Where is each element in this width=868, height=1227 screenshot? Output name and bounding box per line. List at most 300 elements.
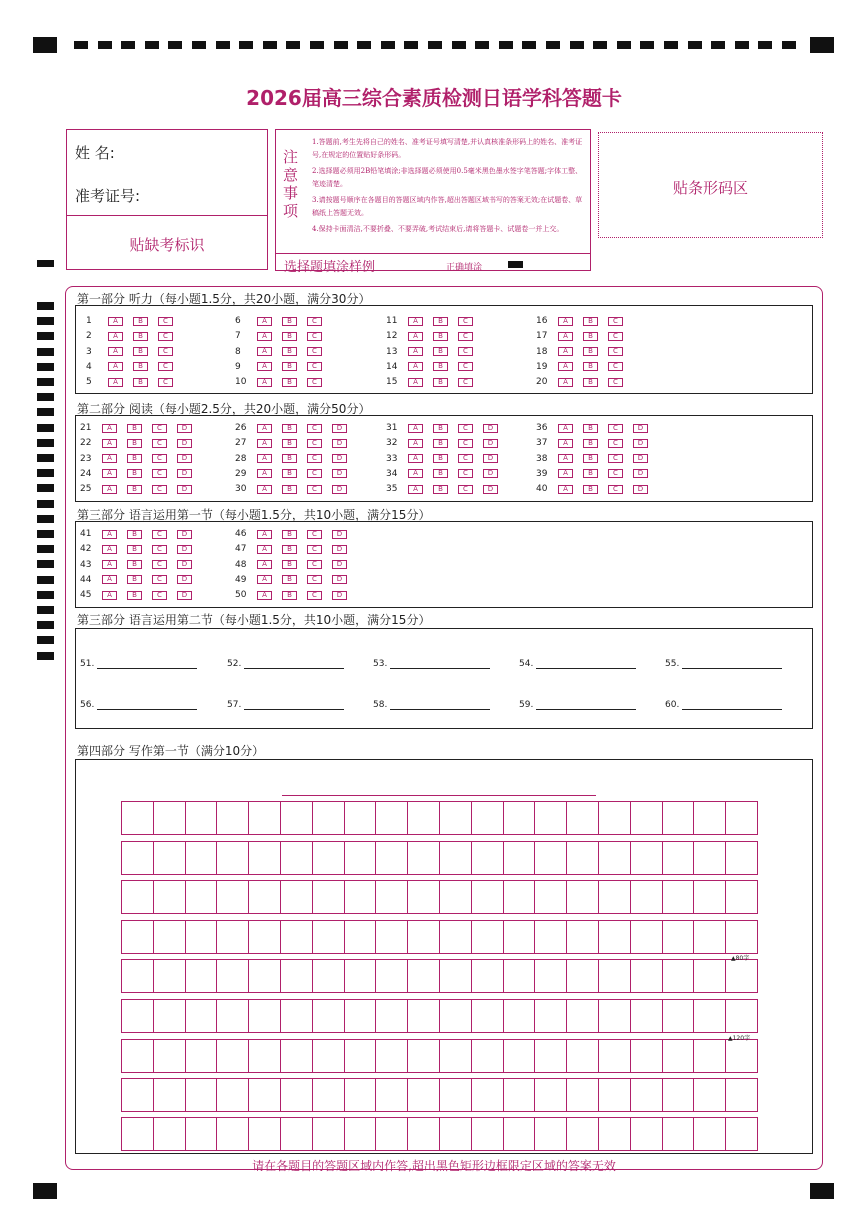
grid-cell[interactable] (567, 1079, 599, 1111)
option-bubble-c[interactable]: C (152, 575, 167, 584)
option-bubble-c[interactable]: C (152, 560, 167, 569)
option-bubble-c[interactable]: C (608, 347, 623, 356)
grid-cell[interactable] (663, 842, 695, 874)
grid-cell[interactable] (313, 1040, 345, 1072)
option-bubble-c[interactable]: C (158, 362, 173, 371)
option-bubble-c[interactable]: C (608, 362, 623, 371)
grid-cell[interactable] (472, 921, 504, 953)
grid-cell[interactable] (472, 881, 504, 913)
grid-cell[interactable] (122, 842, 154, 874)
option-bubble-a[interactable]: A (257, 454, 272, 463)
option-bubble-d[interactable]: D (177, 560, 192, 569)
option-bubble-b[interactable]: B (433, 454, 448, 463)
grid-cell[interactable] (217, 921, 249, 953)
option-bubble-c[interactable]: C (458, 362, 473, 371)
option-bubble-d[interactable]: D (177, 545, 192, 554)
option-bubble-b[interactable]: B (127, 439, 142, 448)
option-bubble-b[interactable]: B (133, 332, 148, 341)
grid-cell[interactable] (313, 1000, 345, 1032)
grid-cell[interactable] (376, 1040, 408, 1072)
grid-cell[interactable] (504, 802, 536, 834)
grid-cell[interactable] (345, 1040, 377, 1072)
option-bubble-a[interactable]: A (102, 454, 117, 463)
grid-cell[interactable] (440, 921, 472, 953)
grid-cell[interactable] (408, 1118, 440, 1150)
option-bubble-b[interactable]: B (282, 530, 297, 539)
grid-cell[interactable] (535, 1040, 567, 1072)
grid-cell[interactable] (154, 1040, 186, 1072)
option-bubble-b[interactable]: B (282, 545, 297, 554)
grid-cell[interactable] (376, 802, 408, 834)
answer-line[interactable] (390, 660, 490, 669)
option-bubble-c[interactable]: C (307, 545, 322, 554)
option-bubble-d[interactable]: D (177, 485, 192, 494)
grid-cell[interactable] (567, 802, 599, 834)
grid-cell[interactable] (567, 1040, 599, 1072)
grid-cell[interactable] (249, 1118, 281, 1150)
grid-cell[interactable] (694, 881, 726, 913)
grid-cell[interactable] (186, 1040, 218, 1072)
option-bubble-c[interactable]: C (458, 332, 473, 341)
option-bubble-a[interactable]: A (257, 347, 272, 356)
grid-cell[interactable] (694, 1118, 726, 1150)
option-bubble-b[interactable]: B (282, 317, 297, 326)
grid-cell[interactable] (408, 881, 440, 913)
grid-cell[interactable] (663, 1079, 695, 1111)
option-bubble-a[interactable]: A (558, 332, 573, 341)
option-bubble-b[interactable]: B (583, 485, 598, 494)
option-bubble-c[interactable]: C (608, 378, 623, 387)
grid-cell[interactable] (122, 1079, 154, 1111)
option-bubble-a[interactable]: A (408, 424, 423, 433)
option-bubble-c[interactable]: C (307, 530, 322, 539)
option-bubble-c[interactable]: C (458, 378, 473, 387)
grid-cell[interactable] (249, 921, 281, 953)
option-bubble-a[interactable]: A (257, 378, 272, 387)
grid-cell[interactable] (249, 1040, 281, 1072)
grid-cell[interactable] (408, 1040, 440, 1072)
grid-cell[interactable] (504, 842, 536, 874)
option-bubble-d[interactable]: D (177, 575, 192, 584)
option-bubble-a[interactable]: A (257, 332, 272, 341)
option-bubble-c[interactable]: C (152, 485, 167, 494)
grid-cell[interactable] (186, 881, 218, 913)
grid-cell[interactable] (631, 1040, 663, 1072)
grid-cell[interactable] (281, 1040, 313, 1072)
option-bubble-d[interactable]: D (332, 575, 347, 584)
option-bubble-a[interactable]: A (102, 424, 117, 433)
option-bubble-c[interactable]: C (152, 545, 167, 554)
grid-cell[interactable] (504, 1040, 536, 1072)
option-bubble-d[interactable]: D (332, 591, 347, 600)
option-bubble-b[interactable]: B (433, 485, 448, 494)
option-bubble-b[interactable]: B (583, 347, 598, 356)
answer-line[interactable] (244, 660, 344, 669)
grid-cell[interactable] (281, 1000, 313, 1032)
option-bubble-b[interactable]: B (282, 347, 297, 356)
grid-cell[interactable] (313, 921, 345, 953)
option-bubble-a[interactable]: A (408, 362, 423, 371)
option-bubble-c[interactable]: C (458, 485, 473, 494)
option-bubble-a[interactable]: A (257, 424, 272, 433)
option-bubble-c[interactable]: C (608, 332, 623, 341)
option-bubble-d[interactable]: D (332, 454, 347, 463)
grid-cell[interactable] (472, 1040, 504, 1072)
grid-cell[interactable] (186, 842, 218, 874)
option-bubble-a[interactable]: A (102, 591, 117, 600)
grid-cell[interactable] (217, 881, 249, 913)
option-bubble-d[interactable]: D (633, 469, 648, 478)
answer-line[interactable] (536, 701, 636, 710)
grid-cell[interactable] (313, 802, 345, 834)
grid-cell[interactable] (504, 881, 536, 913)
option-bubble-a[interactable]: A (102, 439, 117, 448)
option-bubble-c[interactable]: C (307, 424, 322, 433)
option-bubble-b[interactable]: B (433, 378, 448, 387)
option-bubble-d[interactable]: D (332, 560, 347, 569)
option-bubble-a[interactable]: A (408, 469, 423, 478)
option-bubble-b[interactable]: B (282, 454, 297, 463)
option-bubble-d[interactable]: D (177, 591, 192, 600)
grid-cell[interactable] (567, 881, 599, 913)
grid-cell[interactable] (408, 1000, 440, 1032)
option-bubble-a[interactable]: A (408, 485, 423, 494)
option-bubble-a[interactable]: A (108, 347, 123, 356)
option-bubble-a[interactable]: A (108, 317, 123, 326)
option-bubble-a[interactable]: A (102, 560, 117, 569)
option-bubble-c[interactable]: C (158, 378, 173, 387)
grid-cell[interactable] (408, 842, 440, 874)
grid-cell[interactable] (535, 921, 567, 953)
option-bubble-b[interactable]: B (433, 439, 448, 448)
option-bubble-b[interactable]: B (433, 347, 448, 356)
grid-cell[interactable] (122, 921, 154, 953)
grid-cell[interactable] (472, 1079, 504, 1111)
grid-cell[interactable] (599, 1040, 631, 1072)
grid-cell[interactable] (122, 960, 154, 992)
grid-cell[interactable] (154, 921, 186, 953)
grid-cell[interactable] (376, 921, 408, 953)
option-bubble-d[interactable]: D (332, 545, 347, 554)
grid-cell[interactable] (631, 1118, 663, 1150)
grid-cell[interactable] (154, 842, 186, 874)
grid-cell[interactable] (599, 1079, 631, 1111)
grid-cell[interactable] (217, 842, 249, 874)
grid-cell[interactable] (631, 881, 663, 913)
grid-cell[interactable] (249, 842, 281, 874)
option-bubble-c[interactable]: C (307, 378, 322, 387)
grid-cell[interactable] (313, 881, 345, 913)
option-bubble-c[interactable]: C (152, 591, 167, 600)
option-bubble-b[interactable]: B (127, 454, 142, 463)
option-bubble-c[interactable]: C (152, 424, 167, 433)
grid-cell[interactable] (631, 1000, 663, 1032)
grid-cell[interactable] (663, 1118, 695, 1150)
grid-cell[interactable] (663, 802, 695, 834)
grid-cell[interactable] (345, 960, 377, 992)
option-bubble-b[interactable]: B (433, 362, 448, 371)
grid-cell[interactable] (631, 842, 663, 874)
option-bubble-a[interactable]: A (257, 485, 272, 494)
option-bubble-a[interactable]: A (257, 575, 272, 584)
grid-cell[interactable] (281, 921, 313, 953)
option-bubble-b[interactable]: B (583, 362, 598, 371)
grid-cell[interactable] (535, 1118, 567, 1150)
option-bubble-c[interactable]: C (152, 530, 167, 539)
option-bubble-d[interactable]: D (633, 485, 648, 494)
option-bubble-c[interactable]: C (458, 439, 473, 448)
grid-cell[interactable] (249, 1000, 281, 1032)
grid-cell[interactable] (122, 1118, 154, 1150)
option-bubble-a[interactable]: A (558, 347, 573, 356)
option-bubble-a[interactable]: A (408, 332, 423, 341)
option-bubble-c[interactable]: C (608, 469, 623, 478)
grid-cell[interactable] (504, 1079, 536, 1111)
grid-cell[interactable] (726, 1079, 757, 1111)
grid-cell[interactable] (472, 1118, 504, 1150)
grid-cell[interactable] (631, 802, 663, 834)
grid-cell[interactable] (694, 1040, 726, 1072)
answer-line[interactable] (97, 660, 197, 669)
grid-cell[interactable] (599, 802, 631, 834)
grid-cell[interactable] (154, 881, 186, 913)
grid-cell[interactable] (440, 881, 472, 913)
answer-line[interactable] (97, 701, 197, 710)
grid-cell[interactable] (376, 842, 408, 874)
option-bubble-a[interactable]: A (408, 317, 423, 326)
grid-cell[interactable] (663, 1040, 695, 1072)
grid-cell[interactable] (408, 921, 440, 953)
answer-line[interactable] (536, 660, 636, 669)
grid-cell[interactable] (154, 1000, 186, 1032)
option-bubble-c[interactable]: C (307, 347, 322, 356)
option-bubble-a[interactable]: A (102, 530, 117, 539)
option-bubble-d[interactable]: D (633, 424, 648, 433)
option-bubble-c[interactable]: C (152, 469, 167, 478)
grid-cell[interactable] (408, 802, 440, 834)
grid-cell[interactable] (408, 1079, 440, 1111)
grid-cell[interactable] (281, 842, 313, 874)
grid-cell[interactable] (186, 802, 218, 834)
option-bubble-c[interactable]: C (608, 454, 623, 463)
option-bubble-c[interactable]: C (307, 454, 322, 463)
option-bubble-b[interactable]: B (127, 485, 142, 494)
option-bubble-a[interactable]: A (257, 362, 272, 371)
grid-cell[interactable] (472, 802, 504, 834)
option-bubble-b[interactable]: B (127, 530, 142, 539)
grid-cell[interactable] (599, 881, 631, 913)
option-bubble-b[interactable]: B (433, 317, 448, 326)
grid-cell[interactable] (726, 842, 757, 874)
grid-cell[interactable] (154, 1079, 186, 1111)
option-bubble-b[interactable]: B (127, 424, 142, 433)
option-bubble-a[interactable]: A (408, 378, 423, 387)
option-bubble-c[interactable]: C (158, 317, 173, 326)
option-bubble-c[interactable]: C (307, 362, 322, 371)
option-bubble-d[interactable]: D (483, 424, 498, 433)
option-bubble-b[interactable]: B (433, 424, 448, 433)
option-bubble-b[interactable]: B (282, 560, 297, 569)
option-bubble-c[interactable]: C (152, 454, 167, 463)
option-bubble-d[interactable]: D (332, 439, 347, 448)
grid-cell[interactable] (440, 842, 472, 874)
grid-cell[interactable] (345, 1079, 377, 1111)
grid-cell[interactable] (535, 960, 567, 992)
grid-cell[interactable] (376, 1000, 408, 1032)
answer-line[interactable] (244, 701, 344, 710)
grid-cell[interactable] (217, 1040, 249, 1072)
option-bubble-d[interactable]: D (177, 454, 192, 463)
option-bubble-a[interactable]: A (257, 439, 272, 448)
option-bubble-b[interactable]: B (583, 332, 598, 341)
grid-cell[interactable] (567, 921, 599, 953)
grid-cell[interactable] (694, 921, 726, 953)
option-bubble-c[interactable]: C (307, 469, 322, 478)
option-bubble-c[interactable]: C (158, 347, 173, 356)
option-bubble-a[interactable]: A (102, 545, 117, 554)
grid-cell[interactable] (567, 960, 599, 992)
option-bubble-d[interactable]: D (332, 485, 347, 494)
grid-cell[interactable] (186, 921, 218, 953)
option-bubble-d[interactable]: D (177, 439, 192, 448)
option-bubble-d[interactable]: D (483, 469, 498, 478)
grid-cell[interactable] (631, 1079, 663, 1111)
option-bubble-b[interactable]: B (133, 317, 148, 326)
answer-line[interactable] (682, 701, 782, 710)
grid-cell[interactable] (345, 1000, 377, 1032)
grid-cell[interactable] (567, 1000, 599, 1032)
grid-cell[interactable] (440, 1079, 472, 1111)
option-bubble-c[interactable]: C (307, 560, 322, 569)
option-bubble-a[interactable]: A (108, 378, 123, 387)
grid-cell[interactable] (408, 960, 440, 992)
grid-cell[interactable] (726, 1118, 757, 1150)
grid-cell[interactable] (694, 1079, 726, 1111)
answer-line[interactable] (390, 701, 490, 710)
option-bubble-b[interactable]: B (127, 575, 142, 584)
option-bubble-a[interactable]: A (558, 317, 573, 326)
option-bubble-b[interactable]: B (282, 575, 297, 584)
grid-cell[interactable] (345, 921, 377, 953)
grid-cell[interactable] (535, 1079, 567, 1111)
option-bubble-c[interactable]: C (307, 591, 322, 600)
option-bubble-a[interactable]: A (408, 454, 423, 463)
option-bubble-b[interactable]: B (282, 439, 297, 448)
option-bubble-a[interactable]: A (257, 591, 272, 600)
option-bubble-a[interactable]: A (408, 439, 423, 448)
grid-cell[interactable] (504, 960, 536, 992)
option-bubble-c[interactable]: C (458, 424, 473, 433)
grid-cell[interactable] (535, 842, 567, 874)
option-bubble-c[interactable]: C (307, 439, 322, 448)
grid-cell[interactable] (345, 881, 377, 913)
grid-cell[interactable] (281, 1118, 313, 1150)
option-bubble-a[interactable]: A (558, 469, 573, 478)
option-bubble-c[interactable]: C (307, 575, 322, 584)
grid-cell[interactable] (217, 802, 249, 834)
option-bubble-b[interactable]: B (282, 485, 297, 494)
option-bubble-a[interactable]: A (558, 485, 573, 494)
option-bubble-b[interactable]: B (433, 469, 448, 478)
grid-cell[interactable] (217, 960, 249, 992)
grid-cell[interactable] (694, 1000, 726, 1032)
option-bubble-c[interactable]: C (458, 317, 473, 326)
option-bubble-b[interactable]: B (127, 591, 142, 600)
grid-cell[interactable] (249, 881, 281, 913)
grid-cell[interactable] (186, 1118, 218, 1150)
grid-cell[interactable] (726, 1040, 757, 1072)
grid-cell[interactable] (599, 921, 631, 953)
grid-cell[interactable] (313, 1079, 345, 1111)
option-bubble-a[interactable]: A (102, 575, 117, 584)
option-bubble-c[interactable]: C (307, 485, 322, 494)
option-bubble-a[interactable]: A (257, 530, 272, 539)
option-bubble-d[interactable]: D (633, 439, 648, 448)
option-bubble-d[interactable]: D (633, 454, 648, 463)
grid-cell[interactable] (504, 1118, 536, 1150)
grid-cell[interactable] (217, 1000, 249, 1032)
grid-cell[interactable] (535, 802, 567, 834)
grid-cell[interactable] (440, 960, 472, 992)
grid-cell[interactable] (599, 960, 631, 992)
grid-cell[interactable] (154, 1118, 186, 1150)
option-bubble-d[interactable]: D (177, 530, 192, 539)
grid-cell[interactable] (726, 960, 757, 992)
grid-cell[interactable] (313, 842, 345, 874)
grid-cell[interactable] (122, 1000, 154, 1032)
grid-cell[interactable] (504, 1000, 536, 1032)
grid-cell[interactable] (504, 921, 536, 953)
grid-cell[interactable] (726, 921, 757, 953)
option-bubble-a[interactable]: A (108, 362, 123, 371)
grid-cell[interactable] (663, 921, 695, 953)
grid-cell[interactable] (249, 802, 281, 834)
option-bubble-b[interactable]: B (282, 332, 297, 341)
option-bubble-b[interactable]: B (127, 469, 142, 478)
option-bubble-b[interactable]: B (583, 424, 598, 433)
grid-cell[interactable] (122, 802, 154, 834)
grid-cell[interactable] (567, 842, 599, 874)
grid-cell[interactable] (217, 1079, 249, 1111)
option-bubble-b[interactable]: B (583, 378, 598, 387)
option-bubble-d[interactable]: D (177, 469, 192, 478)
option-bubble-a[interactable]: A (558, 362, 573, 371)
grid-cell[interactable] (440, 1118, 472, 1150)
grid-cell[interactable] (726, 881, 757, 913)
grid-cell[interactable] (472, 960, 504, 992)
option-bubble-a[interactable]: A (257, 545, 272, 554)
option-bubble-b[interactable]: B (282, 424, 297, 433)
option-bubble-b[interactable]: B (583, 454, 598, 463)
grid-cell[interactable] (345, 1118, 377, 1150)
option-bubble-b[interactable]: B (583, 439, 598, 448)
option-bubble-a[interactable]: A (408, 347, 423, 356)
grid-cell[interactable] (694, 842, 726, 874)
option-bubble-b[interactable]: B (133, 378, 148, 387)
grid-cell[interactable] (313, 1118, 345, 1150)
option-bubble-d[interactable]: D (177, 424, 192, 433)
option-bubble-b[interactable]: B (583, 317, 598, 326)
grid-cell[interactable] (472, 1000, 504, 1032)
grid-cell[interactable] (440, 802, 472, 834)
grid-cell[interactable] (186, 1079, 218, 1111)
grid-cell[interactable] (281, 881, 313, 913)
option-bubble-b[interactable]: B (127, 545, 142, 554)
option-bubble-c[interactable]: C (458, 347, 473, 356)
option-bubble-c[interactable]: C (458, 454, 473, 463)
option-bubble-b[interactable]: B (282, 591, 297, 600)
option-bubble-d[interactable]: D (332, 469, 347, 478)
